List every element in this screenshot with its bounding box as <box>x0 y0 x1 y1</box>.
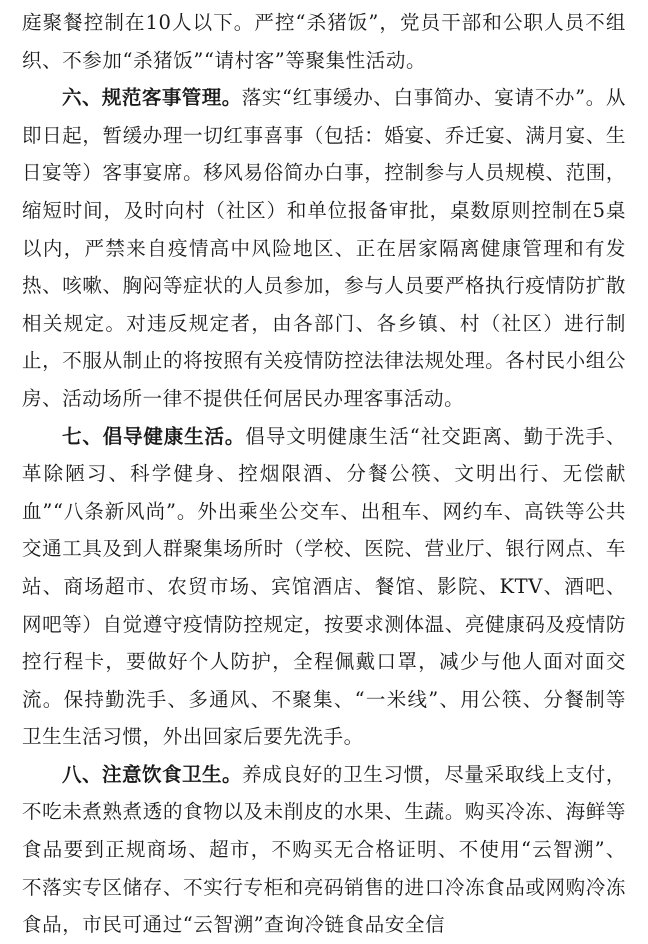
section-heading: 八、注意饮食卫生。 <box>61 762 243 786</box>
section-heading: 六、规范客事管理。 <box>61 86 242 110</box>
paragraph-section-6 <box>22 79 626 417</box>
paragraph-section-7 <box>22 418 626 756</box>
paragraph-text: 落实“红事缓办、白事简办、宴请不办”。从即日起，暂缓办理一切红事喜事（包括：婚宴、乔迁宴、满月宴、生日宴等）客事宴席。移风易俗简办白事，控制参与人员规模、范围，缩短时间，及时向村（社区）和单位报备审批，桌数原则控制在5桌以内，严禁来自疫情高中风险地区、正在居家隔离健康管理和有发热、咳嗽、胸闷等症状的人员参加，参与人员要严格执行疫情防扩散相关规定。对违反规定者，由各部门、各乡镇、村（社区）进行制止，不服从制止的将按照有关疫情防控法律法规处理。各村民小组公房、活动场所一律不提供任何居民办理客事活动。 <box>22 86 626 410</box>
paragraph-section-8 <box>22 756 626 944</box>
paragraph-text: 庭聚餐控制在10人以下。严控“杀猪饭”，党员干部和公职人员不组织、不参加“杀猪饭”“请村客”等聚集性活动。 <box>22 11 626 72</box>
paragraph-text: 养成良好的卫生习惯，尽量采取线上支付，不吃未煮熟煮透的食物以及未削皮的水果、生蔬。购买冷冻、海鲜等食品要到正规商场、超市，不购买无合格证明、不使用“云智溯”、不落实专区储存、不实行专柜和亮码销售的进口冷冻食品或网购冷冻食品，市民可通过“云智溯”查询冷链食品安全信 <box>22 762 626 937</box>
paragraph-text: 倡导文明健康生活“社交距离、勤于洗手、革除陋习、科学健身、控烟限酒、分餐公筷、文明出行、无偿献血”“八条新风尚”。外出乘坐公交车、出租车、网约车、高铁等公共交通工具及到人群聚集场所时（学校、医院、营业厅、银行网点、车站、商场超市、农贸市场、宾馆酒店、餐馆、影院、KTV、酒吧、网吧等）自觉遵守疫情防控规定，按要求测体温、亮健康码及疫情防控行程卡，要做好个人防护，全程佩戴口罩，减少与他人面对面交流。保持勤洗手、多通风、不聚集、“一米线”、用公筷、分餐制等卫生生活习惯，外出回家后要先洗手。 <box>22 424 626 749</box>
document-page <box>22 4 626 944</box>
paragraph-continuation <box>22 4 626 79</box>
section-heading: 七、倡导健康生活。 <box>61 424 246 448</box>
